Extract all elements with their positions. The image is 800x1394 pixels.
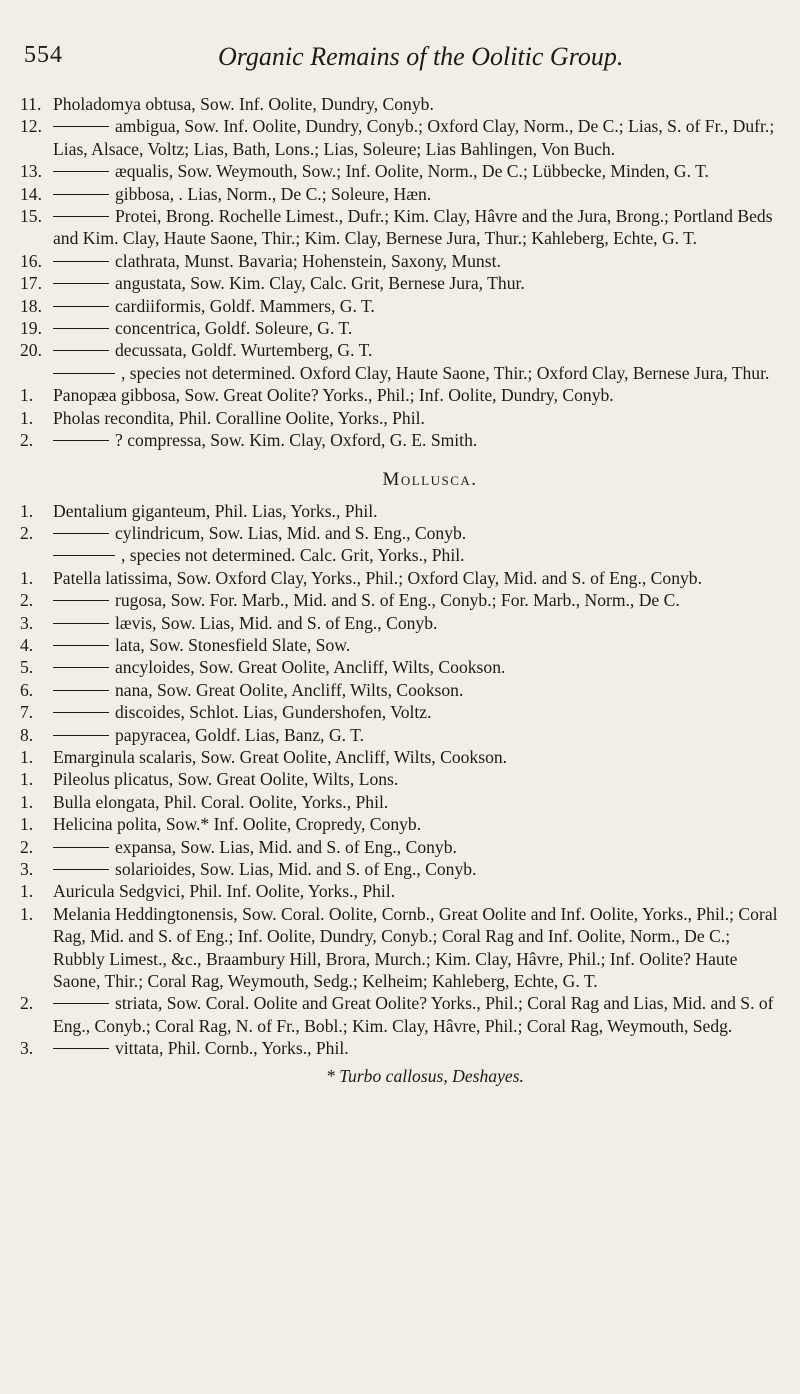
page-number: 554 [24,42,63,68]
entry-number: 1. [20,769,34,790]
ditto-dash [53,623,109,624]
species-entry [0,317,800,339]
entry-text: gibbosa, . Lias, Norm., De C.; Soleure, Hæn. [115,183,432,204]
entry-number: 7. [20,702,34,723]
entry-text: cardiiformis, Goldf. Mammers, G. T. [115,295,375,316]
ditto-dash [53,216,109,217]
species-entry [0,746,800,768]
entry-text: Melania Heddingtonensis, Sow. Coral. Oolite, Cornb., Great Oolite and Inf. Oolite, Yorks., Phil.; Coral Rag, Mid. and S. of Eng.; Inf. Oolite, Dundry, Conyb.; Coral Rag and Inf. Oolite, Norm., De C.; Rubbly Limest., &c., Braambury Hill, Brora, Murch.; Kim. Clay, Hâvre, Phil.; Inf. Oolite? Haute Saone, Thir.; Coral Rag, Weymouth, Sedg.; Kelheim; Kahleberg, Echte, G. T. [53,903,778,992]
ditto-dash [53,600,109,601]
ditto-dash [53,555,115,556]
entry-number: 17. [20,273,42,294]
entry-text: Auricula Sedgvici, Phil. Inf. Oolite, Yorks., Phil. [53,881,396,902]
entry-number: 18. [20,295,42,316]
species-entry [0,589,800,611]
entry-text: Helicina polita, Sow.* Inf. Oolite, Cropredy, Conyb. [53,814,422,835]
species-entry [0,272,800,294]
species-entry [0,791,800,813]
entry-text: Pileolus plicatus, Sow. Great Oolite, Wilts, Lons. [53,769,399,790]
entry-text: rugosa, Sow. For. Marb., Mid. and S. of Eng., Conyb.; For. Marb., Norm., De C. [115,590,680,611]
entry-text: Bulla elongata, Phil. Coral. Oolite, Yorks., Phil. [53,791,389,812]
entry-text: ? compressa, Sow. Kim. Clay, Oxford, G. E. Smith. [115,430,478,451]
species-entry [0,656,800,678]
ditto-dash [53,171,109,172]
entry-number: 11. [20,94,42,114]
entry-number: 13. [20,161,42,182]
entry-number: 1. [20,567,34,588]
ditto-dash [53,194,109,195]
entry-text: æqualis, Sow. Weymouth, Sow.; Inf. Oolite, Norm., De C.; Lübbecke, Minden, G. T. [115,161,709,182]
entry-text: angustata, Sow. Kim. Clay, Calc. Grit, Bernese Jura, Thur. [115,273,525,294]
ditto-dash [53,126,109,127]
species-entry [0,500,800,522]
ditto-dash [53,440,109,441]
entry-text: ambigua, Sow. Inf. Oolite, Dundry, Conyb.; Oxford Clay, Norm., De C.; Lias, S. of Fr., Dufr.; Lias, Alsace, Voltz; Lias, Bath, Lons.; Lias, Soleure; Lias Bahlingen, Von Buch. [53,116,775,159]
entry-text: lævis, Sow. Lias, Mid. and S. of Eng., Conyb. [115,612,438,633]
species-entry [0,612,800,634]
species-entry [0,724,800,746]
entry-text: striata, Sow. Coral. Oolite and Great Oolite? Yorks., Phil.; Coral Rag and Lias, Mid. and S. of Eng., Conyb.; Coral Rag, N. of Fr., Bobl.; Kim. Clay, Hâvre, Phil.; Coral Rag, Weymouth, Sedg. [53,993,774,1036]
entry-text: cylindricum, Sow. Lias, Mid. and S. Eng., Conyb. [115,522,467,543]
section-heading: Mollusca. [382,468,478,490]
ditto-dash [53,373,115,374]
page-header [0,42,800,82]
entry-number: 16. [20,250,42,271]
species-entry [0,992,800,1037]
ditto-dash [53,1048,109,1049]
species-entry [0,813,800,835]
ditto-dash [53,328,109,329]
species-entry [0,634,800,656]
species-list [0,93,800,1087]
entry-number: 1. [20,500,34,521]
ditto-dash [53,645,109,646]
ditto-dash [53,261,109,262]
entry-number: 1. [20,407,34,428]
ditto-dash [53,1003,109,1004]
entry-text: , species not determined. Oxford Clay, Haute Saone, Thir.; Oxford Clay, Bernese Jura, Thur. [121,362,770,383]
entry-text: , species not determined. Calc. Grit, Yorks., Phil. [121,545,465,566]
species-entry [0,205,800,250]
entry-text: expansa, Sow. Lias, Mid. and S. of Eng., Conyb. [115,836,457,857]
species-entry [0,858,800,880]
species-entry [0,544,800,566]
ditto-dash [53,869,109,870]
entry-text: Dentalium giganteum, Phil. Lias, Yorks., Phil. [53,500,378,521]
ditto-dash [53,350,109,351]
entry-number: 2. [20,590,34,611]
entry-text: Protei, Brong. Rochelle Limest., Dufr.; Kim. Clay, Hâvre and the Jura, Brong.; Portland Beds and Kim. Clay, Haute Saone, Thir.; Kim. Clay, Bernese Jura, Thur.; Kahleberg, Echte, G. T. [53,206,773,249]
entry-number: 15. [20,206,42,227]
entry-text: clathrata, Munst. Bavaria; Hohenstein, Saxony, Munst. [115,250,501,271]
entry-text: discoides, Schlot. Lias, Gundershofen, Voltz. [115,702,432,723]
entry-number: 3. [20,859,34,879]
species-entry [0,522,800,544]
entry-text: concentrica, Goldf. Soleure, G. T. [115,318,353,339]
species-entry [0,880,800,902]
entry-number: 1. [20,881,34,902]
species-entry [0,115,800,160]
entry-number: 4. [20,634,34,655]
entry-text: lata, Sow. Stonesfield Slate, Sow. [115,634,351,655]
entry-number: 1. [20,791,34,812]
ditto-dash [53,533,109,534]
species-entry [0,567,800,589]
ditto-dash [53,847,109,848]
entry-number: 2. [20,836,34,857]
species-entry [0,1037,800,1059]
species-entry [0,160,800,182]
entry-text: nana, Sow. Great Oolite, Ancliff, Wilts, Cookson. [115,679,464,700]
entry-number: 6. [20,679,34,700]
entry-number: 8. [20,724,34,745]
entry-text: Patella latissima, Sow. Oxford Clay, Yorks., Phil.; Oxford Clay, Mid. and S. of Eng., Conyb. [53,567,702,588]
entry-number: 1. [20,746,34,767]
species-entry [0,679,800,701]
entry-text: Panopæa gibbosa, Sow. Great Oolite? Yorks., Phil.; Inf. Oolite, Dundry, Conyb. [53,385,614,406]
species-entry [0,768,800,790]
species-entry [0,362,800,384]
entry-number: 20. [20,340,42,361]
entry-text: solarioides, Sow. Lias, Mid. and S. of Eng., Conyb. [115,859,477,879]
entry-text: Pholadomya obtusa, Sow. Inf. Oolite, Dundry, Conyb. [53,94,434,114]
species-entry [0,295,800,317]
entry-text: Pholas recondita, Phil. Coralline Oolite, Yorks., Phil. [53,407,425,428]
entry-number: 2. [20,993,34,1014]
entry-number: 2. [20,522,34,543]
ditto-dash [53,667,109,668]
entry-number: 1. [20,814,34,835]
species-entry [0,429,800,451]
entry-text: decussata, Goldf. Wurtemberg, G. T. [115,340,373,361]
entry-text: Emarginula scalaris, Sow. Great Oolite, Ancliff, Wilts, Cookson. [53,746,508,767]
entry-text: papyracea, Goldf. Lias, Banz, G. T. [115,724,364,745]
running-title: Organic Remains of the Oolitic Group. [218,42,624,71]
species-entry [0,407,800,429]
entry-number: 1. [20,385,34,406]
species-entry [0,384,800,406]
entry-text: vittata, Phil. Cornb., Yorks., Phil. [115,1038,349,1059]
entry-number: 2. [20,430,34,451]
species-entry [0,701,800,723]
ditto-dash [53,690,109,691]
footnote: * Turbo callosus, Deshayes. [326,1065,524,1086]
entry-text: ancyloides, Sow. Great Oolite, Ancliff, Wilts, Cookson. [115,657,506,678]
section-mollusca [0,500,800,1060]
species-entry [0,250,800,272]
entry-number: 3. [20,612,34,633]
entry-number: 14. [20,183,42,204]
ditto-dash [53,712,109,713]
entry-number: 1. [20,903,34,924]
species-entry [0,93,800,115]
entry-number: 19. [20,318,42,339]
species-entry [0,183,800,205]
section-bivalves [0,93,800,452]
ditto-dash [53,283,109,284]
entry-number: 12. [20,116,42,137]
species-entry [0,903,800,993]
species-entry [0,836,800,858]
ditto-dash [53,306,109,307]
entry-number: 5. [20,657,34,678]
species-entry [0,339,800,361]
entry-number: 3. [20,1038,34,1059]
ditto-dash [53,735,109,736]
